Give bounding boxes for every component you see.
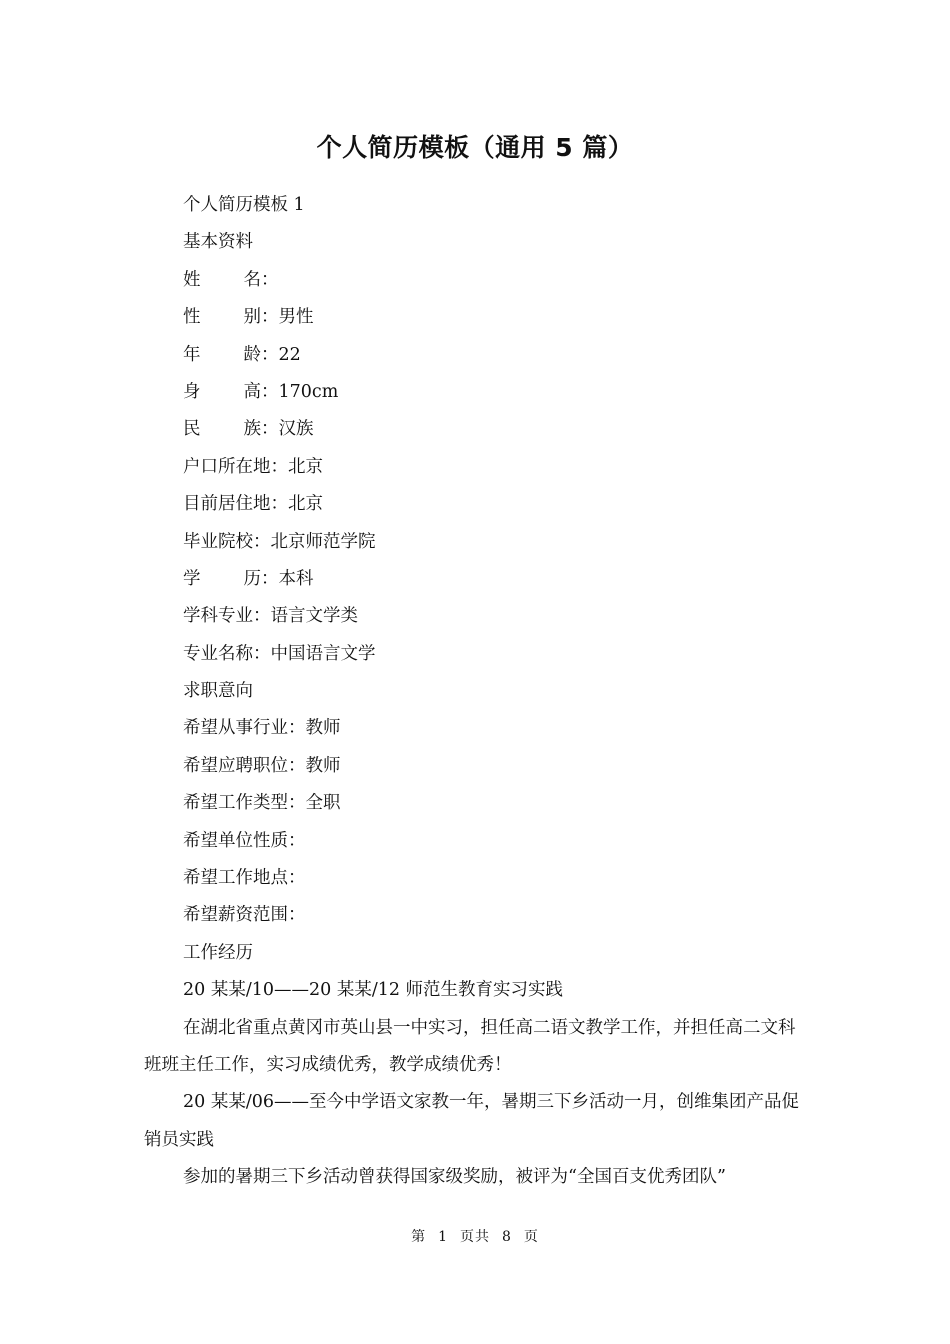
field-colon: ：	[288, 830, 306, 851]
field-age	[144, 337, 806, 374]
field-colon: ：	[261, 269, 279, 290]
basic-info-heading: 基本资料	[183, 232, 253, 253]
field-label: 希望薪资范围	[183, 905, 288, 926]
field-value: 北京	[288, 494, 323, 515]
field-label: 专业名称	[183, 643, 253, 664]
field-label: 姓名	[183, 269, 261, 290]
intention-position	[144, 748, 806, 785]
field-label: 身高	[183, 381, 261, 402]
field-colon: ：	[253, 531, 271, 552]
intention-industry	[144, 710, 806, 747]
field-label: 学历	[183, 568, 261, 589]
footer-suffix: 页	[523, 1229, 539, 1245]
intention-type	[144, 785, 806, 822]
section-title: 个人简历模板 1	[183, 195, 305, 215]
field-colon: ：	[288, 718, 306, 739]
field-colon: ：	[288, 755, 306, 776]
field-value: 教师	[305, 718, 341, 739]
field-value: 汉族	[278, 419, 314, 440]
footer-prefix: 第	[411, 1229, 427, 1245]
experience-2-description: 参加的暑期三下乡活动曾获得国家级奖励，被评为“全国百支优秀团队”	[183, 1167, 726, 1188]
field-school	[144, 524, 806, 561]
field-label: 目前居住地	[183, 494, 271, 515]
field-hukou	[144, 449, 806, 486]
field-discipline	[144, 598, 806, 635]
field-colon: ：	[261, 568, 279, 589]
field-colon: ：	[270, 494, 288, 515]
document-title: 个人简历模板（通用 5 篇）	[316, 133, 634, 162]
field-value: 中国语言文学	[270, 643, 376, 664]
footer-mid: 页共	[460, 1229, 490, 1245]
field-colon: ：	[261, 381, 279, 402]
field-label: 希望应聘职位	[183, 755, 288, 776]
field-colon: ：	[288, 905, 306, 926]
intention-heading: 求职意向	[183, 681, 253, 702]
field-gender	[144, 299, 806, 336]
field-label: 年龄	[183, 344, 261, 365]
field-label: 希望单位性质	[183, 830, 288, 851]
document-body	[144, 187, 806, 1197]
field-colon: ：	[270, 456, 288, 477]
footer-page-number: 1	[438, 1229, 448, 1245]
field-height	[144, 374, 806, 411]
field-label: 希望工作类型	[183, 793, 288, 814]
field-value: 22	[278, 344, 301, 365]
experience-1-description: 在湖北省重点黄冈市英山县一中实习，担任高二语文教学工作，并担任高二文科班班主任工作，实习成绩优秀，教学成绩优秀！	[144, 1017, 796, 1075]
field-colon: ：	[288, 793, 306, 814]
field-label: 户口所在地	[183, 456, 271, 477]
footer-page-total: 8	[502, 1229, 512, 1245]
field-value: 本科	[278, 568, 314, 589]
field-value: 北京	[288, 456, 323, 477]
field-name	[144, 262, 806, 299]
field-colon: ：	[288, 868, 306, 889]
field-label: 希望工作地点	[183, 868, 288, 889]
experience-2-title: 20 某某/06——至今中学语文家教一年，暑期三下乡活动一月，创维集团产品促销员实践	[144, 1092, 799, 1150]
field-label: 性别	[183, 307, 261, 328]
field-residence	[144, 486, 806, 523]
field-value: 北京师范学院	[270, 531, 376, 552]
intention-location	[144, 860, 806, 897]
field-major	[144, 636, 806, 673]
field-colon: ：	[253, 643, 271, 664]
experience-heading: 工作经历	[183, 942, 253, 963]
field-value: 教师	[305, 755, 341, 776]
field-value: 语言文学类	[270, 606, 358, 627]
field-label: 民族	[183, 419, 261, 440]
experience-1-title: 20 某某/10——20 某某/12 师范生教育实习实践	[183, 980, 564, 1001]
intention-employer-nature	[144, 823, 806, 860]
field-colon: ：	[253, 606, 271, 627]
intention-salary	[144, 897, 806, 934]
field-ethnicity	[144, 411, 806, 448]
field-value: 170cm	[278, 381, 339, 402]
field-label: 希望从事行业	[183, 718, 288, 739]
field-label: 毕业院校	[183, 531, 253, 552]
page-footer	[0, 1226, 950, 1248]
field-education	[144, 561, 806, 598]
field-label: 学科专业	[183, 606, 253, 627]
field-value: 男性	[278, 307, 314, 328]
field-colon: ：	[261, 344, 279, 365]
field-colon: ：	[261, 419, 279, 440]
field-value: 全职	[305, 793, 341, 814]
field-colon: ：	[261, 307, 279, 328]
